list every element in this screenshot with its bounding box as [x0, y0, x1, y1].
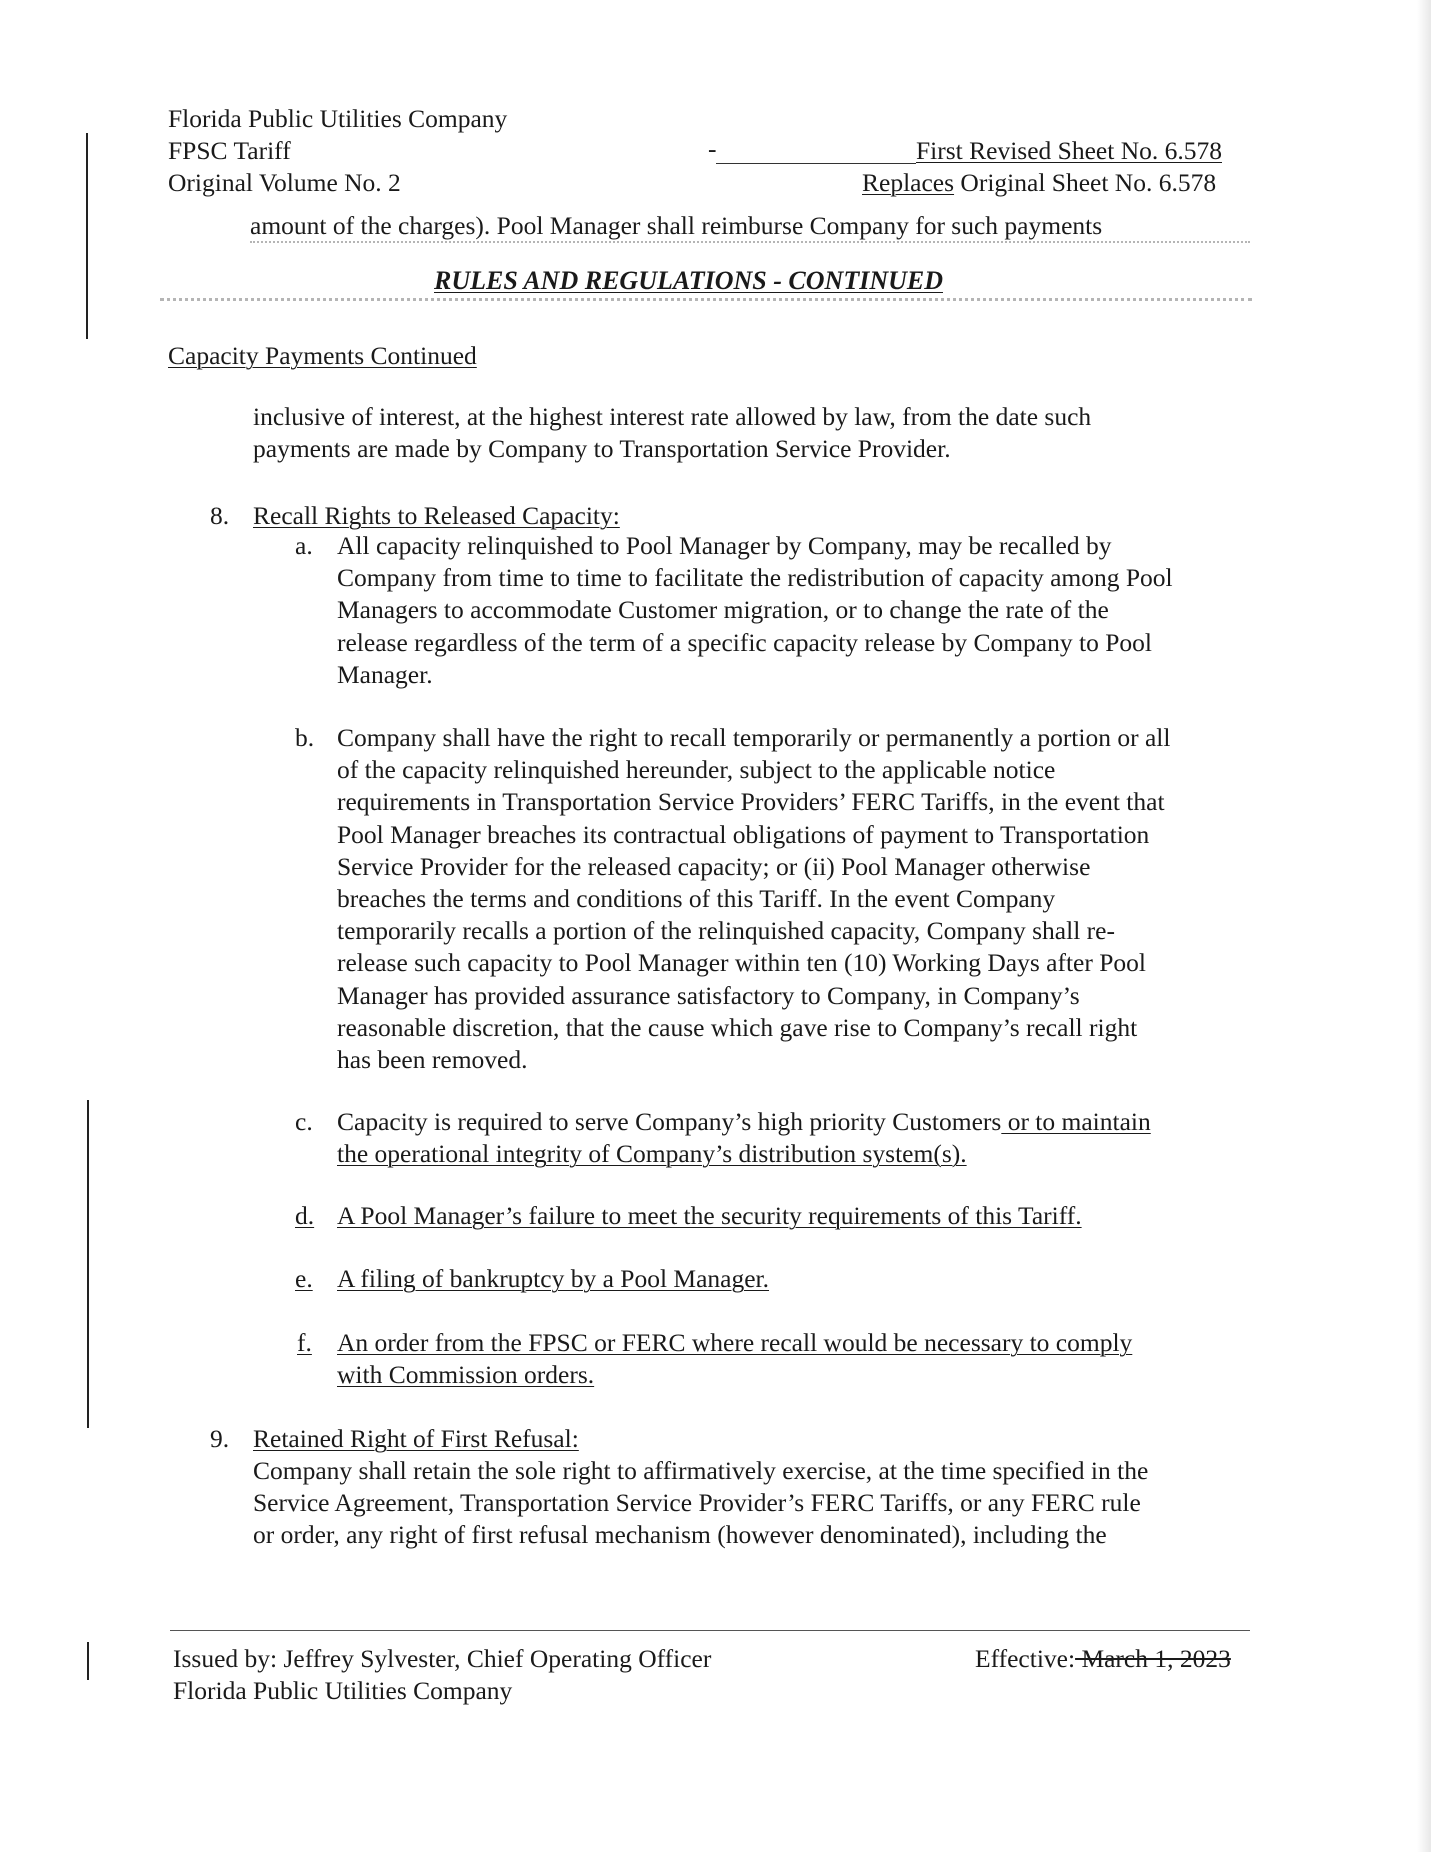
intro-line: payments are made by Company to Transportation Service Provider.: [253, 434, 951, 464]
replaces-line: [862, 167, 1216, 199]
item8b-line: release such capacity to Pool Manager within ten (10) Working Days after Pool: [337, 948, 1147, 978]
footer-separator: [170, 1630, 1250, 1631]
item8b-line: Service Provider for the released capacity; or (ii) Pool Manager otherwise: [337, 851, 1091, 881]
item8c-text: [337, 1106, 1151, 1170]
footer-effective: [975, 1643, 1231, 1675]
item8b-line: breaches the terms and conditions of this Tariff. In the event Company: [337, 884, 1056, 914]
header-volume: Original Volume No. 2: [168, 168, 401, 197]
item8c-label: c.: [295, 1107, 313, 1136]
intro-paragraph: [253, 401, 1091, 465]
subheading: Capacity Payments Continued: [168, 341, 477, 370]
item8b-line: Pool Manager breaches its contractual obligations of payment to Transportation: [337, 819, 1150, 849]
item8f-text: [337, 1327, 1132, 1391]
effective-label: Effective:: [975, 1644, 1076, 1673]
item9-line: Company shall retain the sole right to affirmatively exercise, at the time specified in the: [253, 1456, 1149, 1485]
footer-company: Florida Public Utilities Company: [173, 1676, 513, 1705]
item9-title: Retained Right of First Refusal:: [253, 1424, 579, 1453]
item8b-line: has been removed.: [337, 1045, 528, 1075]
item8b-line: of the capacity relinquished hereunder, subject to the applicable notice: [337, 755, 1056, 785]
item8b-line: Manager has provided assurance satisfactory to Company, in Company’s: [337, 980, 1080, 1010]
item8a-line: release regardless of the term of a specific capacity release by Company to Pool: [337, 627, 1152, 657]
header-separator: [250, 241, 1250, 243]
header-tariff: FPSC Tariff: [168, 136, 291, 165]
sheet-number: First Revised Sheet No. 6.578: [916, 136, 1222, 165]
item8b-text: [337, 722, 1170, 1076]
item9-text: [253, 1455, 1148, 1552]
item8d-label: d.: [295, 1201, 315, 1230]
item8e-text: A filing of bankruptcy by a Pool Manager.: [337, 1264, 770, 1293]
effective-date-struck: March 1, 2023: [1075, 1644, 1231, 1673]
item8a-text: [337, 530, 1173, 691]
heading-separator: [160, 298, 1252, 301]
item8f-line: An order from the FPSC or FERC where recall would be necessary to comply: [337, 1328, 1133, 1357]
revision-bar: [86, 133, 88, 339]
footer-issued-by: Issued by: Jeffrey Sylvester, Chief Operating Officer: [173, 1644, 712, 1673]
intro-line: inclusive of interest, at the highest interest rate allowed by law, from the date such: [253, 402, 1092, 431]
item8c-text-added: the operational integrity of Company’s distribution system(s).: [337, 1139, 967, 1169]
replaces-rest: Original Sheet No. 6.578: [954, 168, 1217, 197]
item8a-line: Company from time to time to facilitate the redistribution of capacity among Pool: [337, 563, 1173, 593]
revision-bar: [87, 1642, 89, 1680]
item8f-label: f.: [297, 1328, 312, 1357]
item9-line: or order, any right of first refusal mechanism (however denominated), including the: [253, 1520, 1107, 1550]
item8-title: Recall Rights to Released Capacity:: [253, 501, 620, 530]
item8a-label: a.: [295, 531, 313, 560]
sheet-no-underline-rule: [716, 163, 916, 164]
item8b-line: requirements in Transportation Service Providers’ FERC Tariffs, in the event that: [337, 787, 1165, 817]
item8b-line: temporarily recalls a portion of the relinquished capacity, Company shall re-: [337, 916, 1115, 946]
item8c-text-added: or to maintain: [1001, 1107, 1151, 1136]
item8e-label: e.: [295, 1264, 313, 1293]
item9-line: Service Agreement, Transportation Service Provider’s FERC Tariffs, or any FERC rule: [253, 1488, 1141, 1518]
carryover-text: amount of the charges). Pool Manager shall reimburse Company for such payments: [250, 211, 1103, 240]
item8f-line: with Commission orders.: [337, 1360, 595, 1390]
item8a-line: Managers to accommodate Customer migration, or to change the rate of the: [337, 595, 1109, 625]
item8-number: 8.: [210, 501, 230, 530]
section-heading: RULES AND REGULATIONS - CONTINUED: [434, 266, 943, 295]
item8a-line: Manager.: [337, 659, 433, 689]
header-dash: -: [708, 134, 717, 163]
item8b-line: reasonable discretion, that the cause which gave rise to Company’s recall right: [337, 1012, 1138, 1042]
item8b-line: Company shall have the right to recall temporarily or permanently a portion or all: [337, 723, 1171, 752]
item8b-label: b.: [295, 723, 315, 752]
item9-number: 9.: [210, 1424, 230, 1453]
item8a-line: All capacity relinquished to Pool Manager by Company, may be recalled by: [337, 531, 1112, 560]
scan-edge-shading: [1417, 0, 1431, 1852]
item8c-text-original: Capacity is required to serve Company’s high priority Customers: [337, 1107, 1002, 1136]
revision-bar: [87, 1100, 89, 1428]
header-company: Florida Public Utilities Company: [168, 104, 508, 133]
item8d-text: A Pool Manager’s failure to meet the security requirements of this Tariff.: [337, 1201, 1082, 1230]
replaces-prefix: Replaces: [862, 168, 955, 197]
